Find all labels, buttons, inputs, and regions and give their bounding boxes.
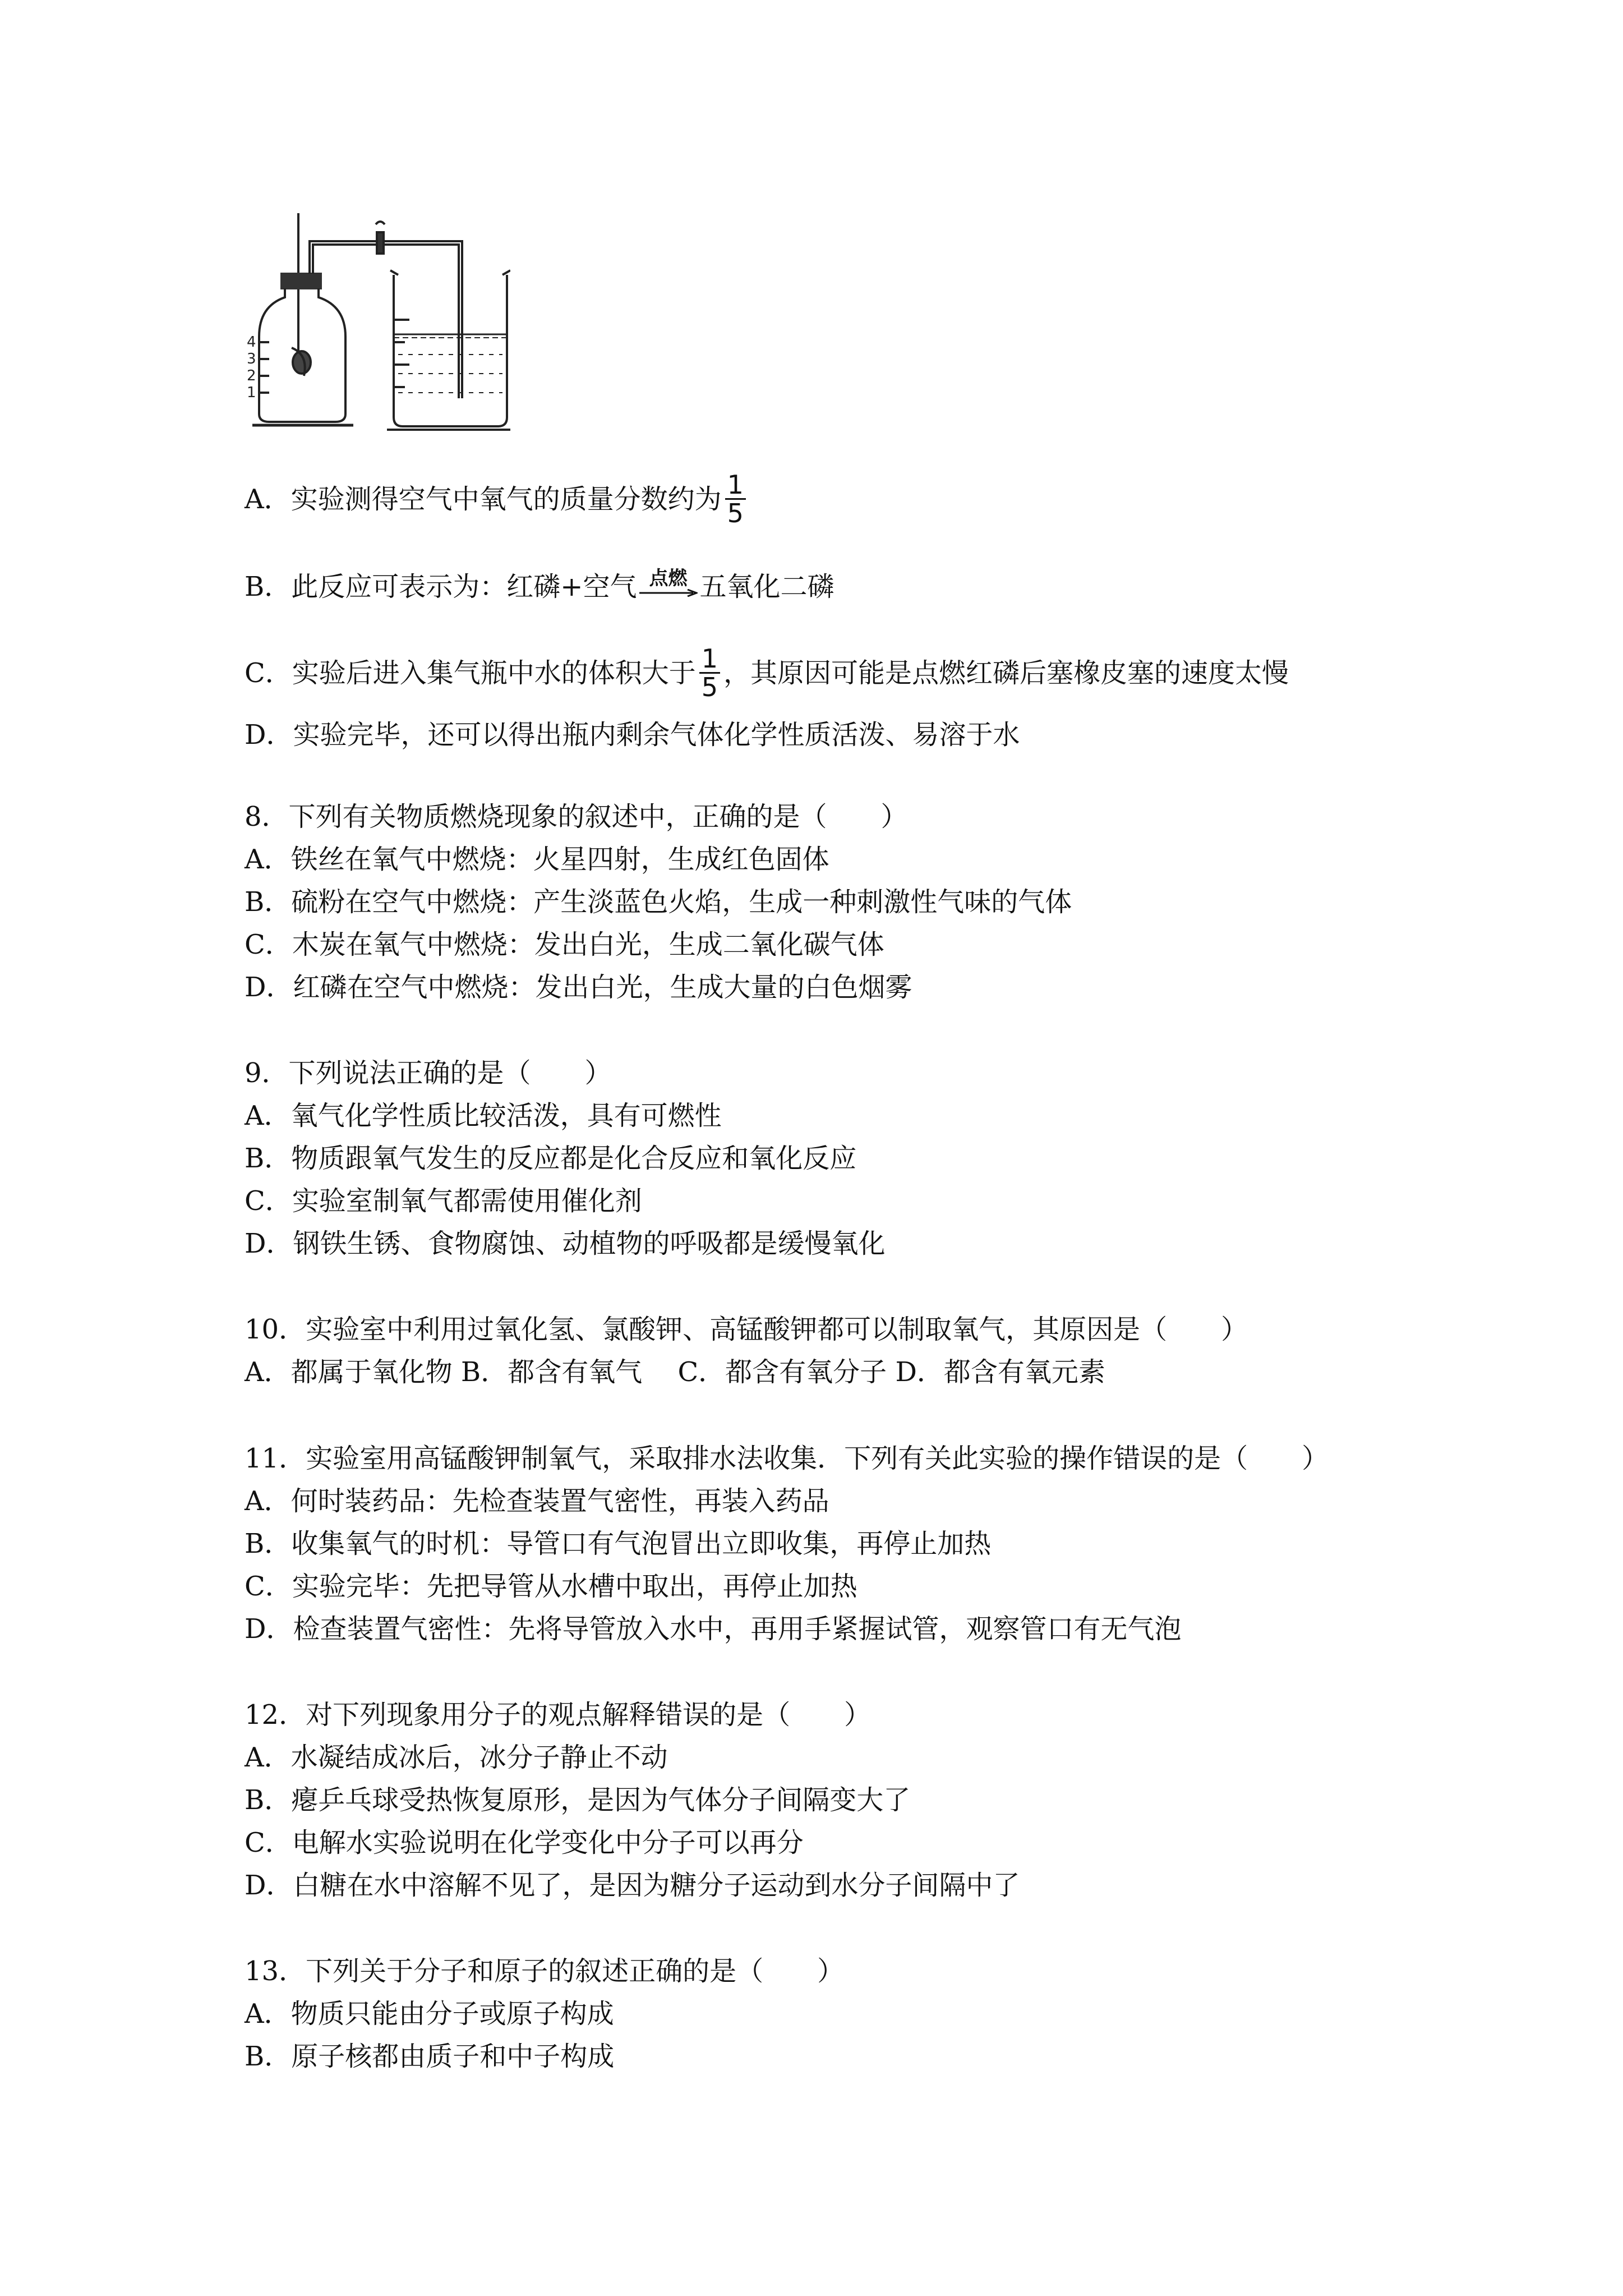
q8-option-c: C．木炭在氧气中燃烧：发出白光，生成二氧化碳气体 xyxy=(245,929,884,960)
q9-option-a: A．氧气化学性质比较活泼，具有可燃性 xyxy=(245,1100,722,1131)
q8-option-a: A．铁丝在氧气中燃烧：火星四射，生成红色固体 xyxy=(245,844,829,875)
q7-option-b xyxy=(245,567,834,604)
q12-option-c: C．电解水实验说明在化学变化中分子可以再分 xyxy=(245,1827,804,1858)
rubber-stopper xyxy=(282,274,321,288)
beaker xyxy=(394,275,507,426)
q9-option-d: D．钢铁生锈、食物腐蚀、动植物的呼吸都是缓慢氧化 xyxy=(245,1228,886,1259)
q7-option-c-pre: C．实验后进入集气瓶中水的体积大于 xyxy=(245,657,696,689)
q10-options: A．都属于氧化物 B．都含有氧气 C．都含有氧分子 D．都含有氧元素 xyxy=(245,1356,1105,1388)
q10-stem: 10．实验室中利用过氧化氢、氯酸钾、高锰酸钾都可以制取氧气，其原因是（ ） xyxy=(245,1314,1248,1345)
q7-option-a xyxy=(245,471,749,527)
q11-stem: 11．实验室用高锰酸钾制氧气，采取排水法收集．下列有关此实验的操作错误的是（ ） xyxy=(245,1443,1329,1474)
q11-option-a: A．何时装药品：先检查装置气密性，再装入药品 xyxy=(245,1485,829,1517)
q7-option-b-post: 五氧化二磷 xyxy=(699,571,834,602)
q7-option-a-text: A．实验测得空气中氧气的质量分数约为 xyxy=(245,483,722,515)
scale-mark-3: 3 xyxy=(247,351,256,367)
q11-option-b: B．收集氧气的时机：导管口有气泡冒出立即收集，再停止加热 xyxy=(245,1528,992,1559)
apparatus-figure xyxy=(247,208,510,432)
fraction-one-fifth: $\frac{1}{5}$ xyxy=(699,645,720,701)
q7-option-c-post: ，其原因可能是点燃红磷后塞橡皮塞的速度太慢 xyxy=(723,657,1289,689)
q7-option-c xyxy=(245,645,1289,701)
clamp xyxy=(377,232,384,254)
q12-stem: 12．对下列现象用分子的观点解释错误的是（ ） xyxy=(245,1699,872,1731)
scale-mark-2: 2 xyxy=(247,367,256,384)
q11-option-d: D．检查装置气密性：先将导管放入水中，再用手紧握试管，观察管口有无气泡 xyxy=(245,1613,1182,1645)
q13-stem: 13．下列关于分子和原子的叙述正确的是（ ） xyxy=(245,1955,845,1987)
q13-option-a: A．物质只能由分子或原子构成 xyxy=(245,1998,614,2030)
fraction-one-fifth: $\frac{1}{5}$ xyxy=(725,471,746,527)
connecting-tube xyxy=(310,241,462,398)
q9-option-c: C．实验室制氧气都需使用催化剂 xyxy=(245,1185,642,1217)
reaction-condition: 点燃 xyxy=(649,567,688,590)
q7-option-b-pre: B．此反应可表示为：红磷+空气 xyxy=(245,571,637,602)
q13-option-b: B．原子核都由质子和中子构成 xyxy=(245,2041,615,2072)
q12-option-b: B．瘪乒乓球受热恢复原形，是因为气体分子间隔变大了 xyxy=(245,1784,911,1816)
q12-option-a: A．水凝结成冰后，冰分子静止不动 xyxy=(245,1742,668,1773)
reaction-arrow xyxy=(639,568,698,597)
q11-option-c: C．实验完毕：先把导管从水槽中取出，再停止加热 xyxy=(245,1571,857,1602)
q7-option-d-text: D．实验完毕，还可以得出瓶内剩余气体化学性质活泼、易溶于水 xyxy=(245,719,1020,751)
scale-mark-4: 4 xyxy=(247,334,256,351)
q12-option-d: D．白糖在水中溶解不见了，是因为糖分子运动到水分子间隔中了 xyxy=(245,1870,1020,1901)
q8-option-d: D．红磷在空气中燃烧：发出白光，生成大量的白色烟雾 xyxy=(245,972,912,1003)
q7-option-d xyxy=(245,718,1020,752)
q8-stem: 8．下列有关物质燃烧现象的叙述中，正确的是（ ） xyxy=(245,801,908,832)
scale-mark-1: 1 xyxy=(247,384,256,401)
q9-option-b: B．物质跟氧气发生的反应都是化合反应和氧化反应 xyxy=(245,1143,857,1174)
q9-stem: 9．下列说法正确的是（ ） xyxy=(245,1057,612,1089)
q8-option-b: B．硫粉在空气中燃烧：产生淡蓝色火焰，生成一种刺激性气味的气体 xyxy=(245,886,1072,918)
right-arrow-icon xyxy=(639,589,698,597)
